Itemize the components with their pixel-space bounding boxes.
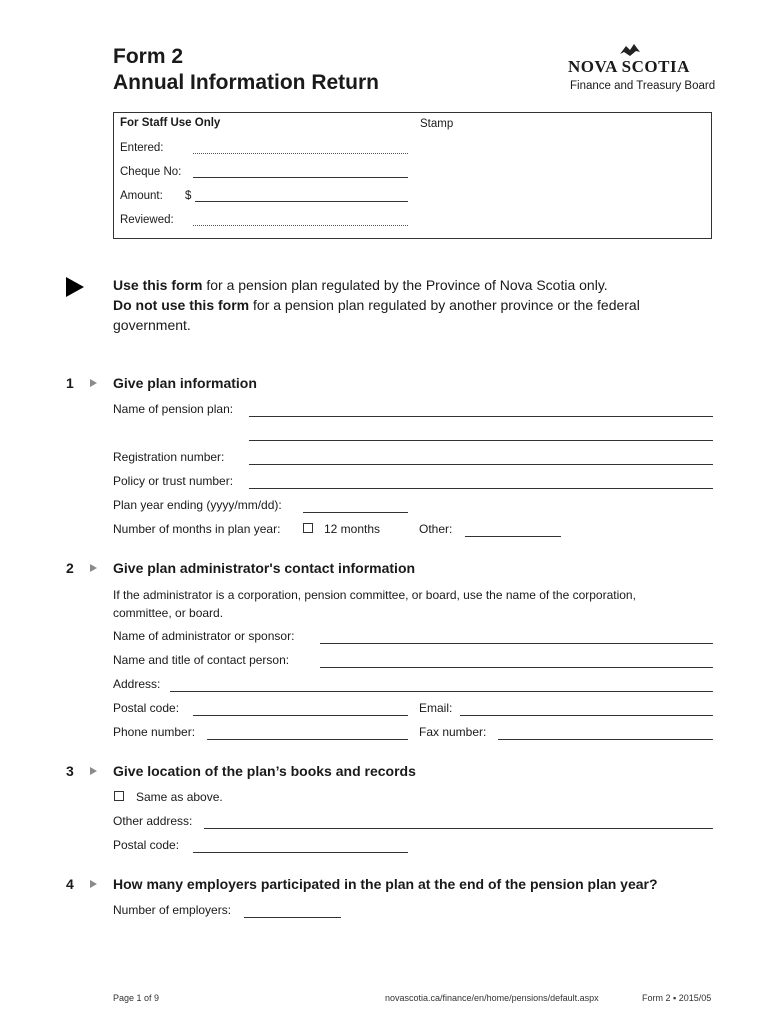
section-2-note: If the administrator is a corporation, pension committee, or board, use the name of the corporation, committee, or board. — [113, 588, 636, 620]
months-label: Number of months in plan year: — [113, 522, 281, 536]
postal-code-field[interactable] — [193, 715, 408, 716]
other-months-field[interactable] — [465, 536, 561, 537]
amount-label: Amount: — [120, 190, 163, 202]
staff-use-heading: For Staff Use Only — [120, 117, 221, 129]
admin-label: Name of administrator or sponsor: — [113, 629, 295, 643]
contact-field[interactable] — [320, 667, 713, 668]
form-number: Form 2 — [113, 45, 184, 68]
cheque-label: Cheque No: — [120, 166, 182, 178]
section-3-title: Give location of the plan’s books and records — [113, 763, 416, 779]
fax-label: Fax number: — [419, 725, 487, 739]
postal-code-label: Postal code: — [113, 701, 180, 715]
admin-field[interactable] — [320, 643, 713, 644]
currency-symbol: $ — [185, 190, 192, 202]
intro-line1-rest: for a pension plan regulated by the Province of Nova Scotia only. — [202, 277, 608, 293]
section-4-title: How many employers participated in the plan at the end of the pension plan year? — [113, 876, 658, 892]
section-1-title: Give plan information — [113, 375, 257, 391]
form-version: Form 2 ▪ 2015/05 — [642, 993, 712, 1003]
section-2-arrow-icon — [90, 564, 97, 572]
section-1-arrow-icon — [90, 379, 97, 387]
other-months-label: Other: — [419, 522, 453, 536]
intro-line2-bold: Do not use this form — [113, 297, 250, 313]
reviewed-label: Reviewed: — [120, 214, 174, 226]
phone-label: Phone number: — [113, 725, 196, 739]
address-label: Address: — [113, 677, 161, 691]
plan-name-field-2[interactable] — [249, 440, 713, 441]
policy-label: Policy or trust number: — [113, 474, 234, 488]
employers-label: Number of employers: — [113, 903, 232, 917]
intro-line1-bold: Use this form — [113, 277, 203, 293]
section-4-number: 4 — [66, 876, 74, 892]
plan-name-field[interactable] — [249, 416, 713, 417]
footer-url[interactable]: novascotia.ca/finance/en/home/pensions/default.aspx — [385, 993, 599, 1003]
entered-label: Entered: — [120, 142, 164, 154]
section-2-number: 2 — [66, 560, 74, 576]
fax-field[interactable] — [498, 739, 713, 740]
other-address-label: Other address: — [113, 814, 193, 828]
email-field[interactable] — [460, 715, 713, 716]
org-logo: NOVA SCOTIA — [568, 57, 690, 76]
play-arrow-icon — [66, 277, 84, 297]
email-label: Email: — [419, 701, 453, 715]
policy-field[interactable] — [249, 488, 713, 489]
twelve-months-checkbox[interactable] — [303, 523, 313, 533]
same-as-above-checkbox[interactable] — [114, 791, 124, 801]
page-number: Page 1 of 9 — [113, 993, 160, 1003]
amount-field[interactable] — [195, 201, 408, 202]
entered-field[interactable] — [193, 153, 408, 154]
section-4-arrow-icon — [90, 880, 97, 888]
same-as-above-label: Same as above. — [136, 790, 223, 804]
section-1-number: 1 — [66, 375, 74, 391]
registration-field[interactable] — [249, 464, 713, 465]
phone-field[interactable] — [207, 739, 408, 740]
intro-line2-rest: for a pension plan regulated by another province or the federal government. — [113, 297, 640, 333]
books-postal-label: Postal code: — [113, 838, 180, 852]
plan-year-label: Plan year ending (yyyy/mm/dd): — [113, 498, 282, 512]
section-3-arrow-icon — [90, 767, 97, 775]
plan-name-label: Name of pension plan: — [113, 402, 234, 416]
org-department: Finance and Treasury Board — [570, 80, 716, 92]
intro-text — [113, 275, 703, 335]
stamp-label: Stamp — [420, 118, 454, 130]
address-field[interactable] — [170, 691, 713, 692]
plan-year-field[interactable] — [303, 512, 408, 513]
other-address-field[interactable] — [204, 828, 713, 829]
registration-label: Registration number: — [113, 450, 225, 464]
twelve-months-label: 12 months — [324, 522, 381, 536]
cheque-field[interactable] — [193, 177, 408, 178]
reviewed-field[interactable] — [193, 225, 408, 226]
section-2-title: Give plan administrator's contact information — [113, 560, 416, 576]
form-title: Annual Information Return — [113, 71, 379, 94]
books-postal-field[interactable] — [193, 852, 408, 853]
staff-use-box — [113, 112, 712, 239]
contact-label: Name and title of contact person: — [113, 653, 290, 667]
section-3-number: 3 — [66, 763, 74, 779]
employers-field[interactable] — [244, 917, 341, 918]
